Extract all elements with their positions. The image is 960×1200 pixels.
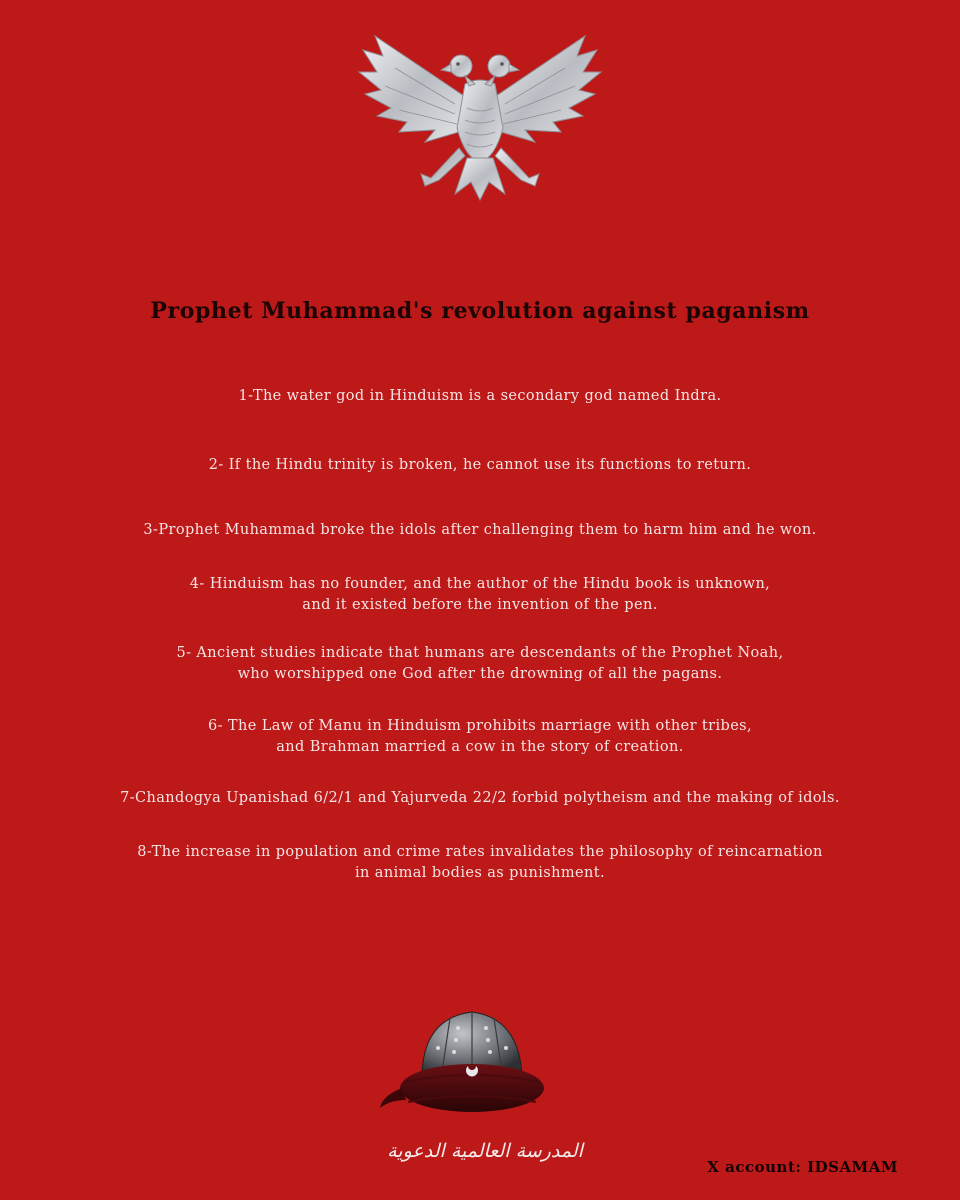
- point-line: in animal bodies as punishment.: [355, 865, 605, 881]
- point-line: 8-The increase in population and crime rates invalidates the philosophy of reincarnation: [137, 844, 823, 860]
- page-title: Prophet Muhammad's revolution against paganism: [150, 298, 810, 324]
- point-line: 7-Chandogya Upanishad 6/2/1 and Yajurveda 22/2 forbid polytheism and the making of idols.: [120, 790, 840, 806]
- list-item: [40, 788, 920, 809]
- point-line: and Brahman married a cow in the story of creation.: [276, 739, 684, 755]
- double-headed-eagle-icon: [355, 28, 605, 213]
- point-line: who worshipped one God after the drowning of all the pagans.: [237, 666, 723, 682]
- turban-hat-icon: [372, 1008, 562, 1120]
- list-item: [40, 574, 920, 616]
- point-line: 6- The Law of Manu in Hinduism prohibits marriage with other tribes,: [207, 718, 753, 734]
- list-item: [40, 386, 920, 407]
- list-item: [40, 455, 920, 476]
- point-line: 2- If the Hindu trinity is broken, he cannot use its functions to return.: [208, 457, 752, 473]
- list-item: [40, 716, 920, 758]
- list-item: [40, 842, 920, 884]
- point-line: 4- Hinduism has no founder, and the author of the Hindu book is unknown,: [189, 576, 771, 592]
- list-item: [40, 643, 920, 685]
- list-item: [40, 520, 920, 541]
- point-line: 1-The water god in Hinduism is a secondary god named Indra.: [238, 388, 722, 404]
- arabic-logo-text: المدرسة العالمية الدعوية: [387, 1140, 583, 1162]
- x-account-label: X account: IDSAMAM: [707, 1158, 898, 1176]
- point-line: and it existed before the invention of the pen.: [302, 597, 658, 613]
- point-line: 3-Prophet Muhammad broke the idols after challenging them to harm him and he won.: [143, 522, 817, 538]
- point-line: 5- Ancient studies indicate that humans are descendants of the Prophet Noah,: [176, 645, 784, 661]
